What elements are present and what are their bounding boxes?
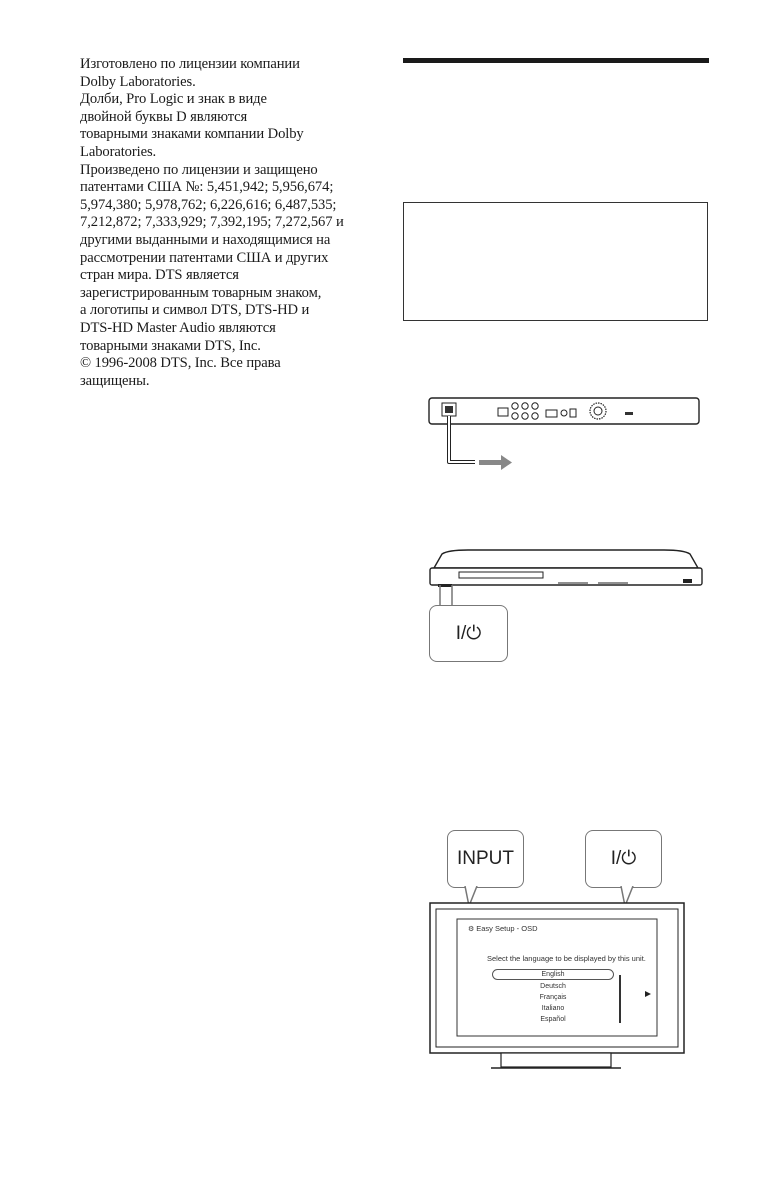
language-option[interactable]: Français [539,994,567,1001]
license-line: патентами США №: 5,451,942; 5,956,674; [80,179,334,196]
license-line: товарными знаками компании Dolby [80,126,304,143]
language-list [492,969,614,1025]
license-line: другими выданными и находящимися на [80,231,331,248]
license-line: 7,212,872; 7,333,929; 7,392,195; 7,272,567 и [80,214,344,231]
license-line: Dolby Laboratories. [80,73,196,90]
notice-box [403,202,708,321]
license-line: а логотипы и символ DTS, DTS-HD и [80,302,310,319]
license-line: двойной буквы D являются [80,108,248,125]
osd-prompt: Select the language to be displayed by this unit. [487,954,646,963]
power-button-callout [429,605,508,662]
license-line: рассмотрении патентами США и других [80,249,329,266]
setup-icon: ⚙ [468,926,477,933]
license-line: Долби, Pro Logic и знак в виде [80,91,267,108]
license-line: стран мира. DTS является [80,267,239,284]
license-line: защищены. [80,372,150,389]
input-label: INPUT [457,848,514,869]
license-line: DTS-HD Master Audio являются [80,319,276,336]
tv-power-button-callout [585,830,662,888]
license-line: © 1996-2008 DTS, Inc. Все права [80,355,281,372]
license-text [80,56,380,390]
license-line: Laboratories. [80,143,157,160]
license-line: товарными знаками DTS, Inc. [80,337,261,354]
player-rear-figure [428,396,700,472]
language-option[interactable]: Deutsch [540,983,566,990]
osd-title-text: Easy Setup - OSD [476,924,538,933]
license-line: Произведено по лицензии и защищено [80,161,318,178]
license-line: зарегистрированным товарным знаком, [80,284,322,301]
osd-title [468,924,538,933]
language-option[interactable]: Italiano [541,1005,565,1012]
license-line: Изготовлено по лицензии компании [80,56,300,72]
player-front-figure [428,548,704,594]
language-option[interactable]: Español [540,1016,566,1023]
section-rule [403,58,709,63]
power-icon: I/⏻ [455,622,482,644]
power-icon: I/⏻ [610,848,637,869]
license-line: 5,974,380; 5,978,762; 6,226,616; 6,487,535; [80,196,337,213]
input-button-callout [447,830,524,888]
language-option-selected[interactable]: English [492,969,614,980]
